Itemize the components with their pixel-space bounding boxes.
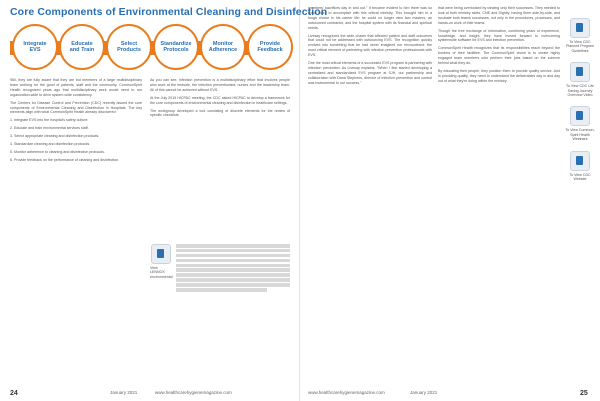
page-number-right: 25 <box>580 390 588 397</box>
page-number-left: 24 <box>10 390 18 397</box>
page-divider <box>299 0 300 401</box>
paragraph: By educating their people, they position them to provide quality service. And in providing quality, they need to understand the deliverables day in and day out of what they're doing within the ministry. <box>438 68 560 83</box>
right-page-column-1 <box>308 6 432 384</box>
paragraph: The workgroup developed a tool consisting of discrete elements for the review of specific checklists. <box>150 108 290 118</box>
list-item: 6. Provide feedback on the performance of cleaning and disinfection. <box>10 157 120 162</box>
paragraph: members' sacrifices day in and out." It became evident to him there was so much more to accomplish with this critical ministry. This brought him to a tough choice in his career life: he could no longer view two masters, an outsourced contractor, and the hospital system with its financial and spiritual needs. <box>308 6 432 30</box>
paragraph: As you can see, infection prevention is a multidisciplinary effort that involves people who work at the bedside, the infection preventionists, nurses and the leadership team. All of this cannot be achieved without EVS. <box>150 78 290 92</box>
resource-sidebar <box>565 18 595 190</box>
list-item: 4. Standardize cleaning and disinfection protocols. <box>10 142 91 147</box>
component-select-products: Select Products <box>106 24 152 70</box>
list-item: 3. Select appropriate cleaning and disinfection products. <box>10 134 100 139</box>
component-integrate-evs: Integrate EVS <box>12 24 58 70</box>
component-monitor-adherence: Monitor Adherence <box>200 24 246 70</box>
document-icon <box>570 18 590 38</box>
inline-figure-label: View LENNOX environmental <box>150 266 173 279</box>
footer-issue-left: January 2021 <box>110 390 138 395</box>
footer-url-left[interactable]: www.healthcarehygienemagazine.com <box>155 390 232 395</box>
document-icon <box>151 244 171 264</box>
paragraph: that were being overlooked by viewing only their successes. They needed to look at both ministry sides, CNE and Dignity, having them side-by-side, and incubate both teams successes, not only in the procedures, processes, and hands-on work of their teams. <box>438 6 560 25</box>
component-educate-train: Educate and Train <box>59 24 105 70</box>
sidebar-item-cdc-website[interactable]: To View CDC Website <box>565 151 595 182</box>
sidebar-item-cdc-video[interactable]: To View CDC Life Saving Journey Overview Video <box>565 62 595 97</box>
list-item: 1. Integrate EVS into the hospital's safety culture. <box>10 118 89 123</box>
left-page-column-2-cont <box>176 244 290 380</box>
list-item: 2. Educate and train environmental services staff. <box>10 126 89 131</box>
component-standardize-protocols: Standardize Protocols <box>153 24 199 70</box>
page-title: Core Components of Environmental Cleaning and Disinfection <box>10 6 328 18</box>
inline-figure[interactable] <box>150 244 172 279</box>
paragraph: Though the free exchange of information, combining years of experience, knowledge, and insight, they have moved forward to overcoming systemwide software for EVS and infection prevention. <box>438 28 560 43</box>
footer-issue-right: January 2021 <box>410 390 438 395</box>
list-item: 5. Monitor adherence to cleaning and disinfection protocols. <box>10 149 105 154</box>
left-page-column-2 <box>150 78 290 238</box>
paragraph: The Centers for Disease Control and Prevention (CDC) recently issued the core components of Environmental Cleaning and Disinfection in Hospitals. The key elements align with what CommonSpirit Health already discovered: <box>10 100 142 115</box>
footer-url-right[interactable]: www.healthcarehygienemagazine.com <box>308 390 385 395</box>
core-components-diagram <box>10 24 290 72</box>
paragraph: One the most critical elements of a successful EVS program is partnering with infection prevention. As Livesay explains, "When I first started developing a centralized and standardized EVS program at SJH, our partnership and collaboration with Dana Stephens, director of infection prevention and control was instrumental to our success." <box>308 61 432 85</box>
paragraph: CommonSpirit Health recognizes that its responsibilities reach beyond the borders of their facilities. The CommonSpirit vision is to create highly engaged team members who perform their jobs based on the science behind what they do. <box>438 46 560 66</box>
video-icon <box>570 62 590 82</box>
webinar-icon <box>570 106 590 126</box>
right-page-column-2 <box>438 6 560 384</box>
paragraph: Still, they are fully aware that they are but members of a large multidisciplinary team working for the good of patients, staff and the community. CommonSpirit Health recognized years ago that multidisciplinary work would need to run organization-wide to drive system-wide consistency. <box>10 78 142 97</box>
component-provide-feedback: Provide Feedback <box>247 24 293 70</box>
left-page-column-1 <box>10 78 142 380</box>
globe-icon <box>570 151 590 171</box>
sidebar-item-cdc-guidelines[interactable]: To View CDC Planned Program Guidelines <box>565 18 595 53</box>
paragraph: Livesay recognized the wide chasm that affected patient and staff outcomes that could not be addressed with outsourcing EVS. The recognition quickly evolved into something that he had never imagined nor encountered: the most critical element of partnering with infection prevention professionals with EVS. <box>308 33 432 58</box>
sidebar-item-webinars[interactable]: To View Common-Spirit Health Webinars <box>565 106 595 141</box>
paragraph: At the July 2019 HICPAC meeting, the CDC asked HICPAC to develop a framework for the core components of environmental cleaning and disinfection in healthcare settings. <box>150 95 290 105</box>
